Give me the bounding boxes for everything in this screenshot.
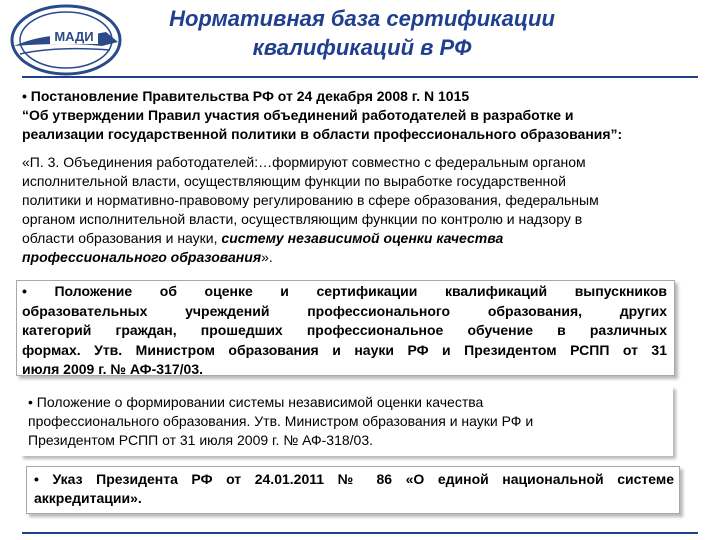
quote-block [22,153,599,267]
quote-line: исполнительной власти, осуществляющим функции по выработке государственной [22,173,566,189]
title-line-2: квалификаций в РФ [252,35,472,60]
title-line-1: Нормативная база сертификации [169,6,555,31]
assessment-line: образовательных учреждений профессионального образования, других [22,302,667,319]
quote-text: области образования и науки, [22,230,222,246]
system-line: профессионального образования. Утв. Министром образования и науки РФ и [28,413,534,429]
system-line: Президентом РСПП от 31 июля 2009 г. № АФ-318/03. [28,432,374,448]
decree-line: “Об утверждении Правил участия объединений работодателей в разработке и [22,107,574,123]
system-regulation-text [28,393,533,450]
presidential-line: аккредитации». [34,490,142,506]
quote-line [22,229,599,248]
header-divider [22,76,698,78]
presidential-decree-text [34,470,674,508]
assessment-line: категорий граждан, прошедших профессиональное обучение в различных [22,322,667,338]
quote-emphasis: систему независимой оценки качества [221,230,504,246]
footer-divider [22,532,698,534]
logo-text: МАДИ [54,29,94,44]
quote-text: ». [261,249,273,265]
quote-line: «П. 3. Объединения работодателей:…формируют совместно с федеральным органом [22,154,586,170]
madi-logo [6,2,128,78]
quote-line [22,248,599,267]
decree-line: реализации государственной политики в области профессионального образования”: [22,126,623,142]
page-title [120,4,604,62]
decree-line: • Постановление Правительства РФ от 24 декабря 2008 г. N 1015 [22,88,470,104]
assessment-line: • Положение об оценке и сертификации квалификаций выпускников [22,283,667,299]
assessment-regulation-text [22,282,667,380]
assessment-line: июля 2009 г. № АФ-317/03. [22,361,203,377]
quote-line: органом исполнительной власти, осуществляющим функции по контролю и надзору в [22,211,583,227]
presidential-line: • Указ Президента РФ от 24.01.2011 № 86 «О единой национальной системе [34,471,674,487]
quote-line: политики и нормативно-правовому регулированию в сфере образования, федеральным [22,192,599,208]
system-line: • Положение о формировании системы независимой оценки качества [28,394,484,410]
decree-block [22,87,622,144]
assessment-line: формах. Утв. Министром образования и науки РФ и Президентом РСПП от 31 [22,341,667,358]
quote-emphasis: профессионального образования [22,249,262,265]
